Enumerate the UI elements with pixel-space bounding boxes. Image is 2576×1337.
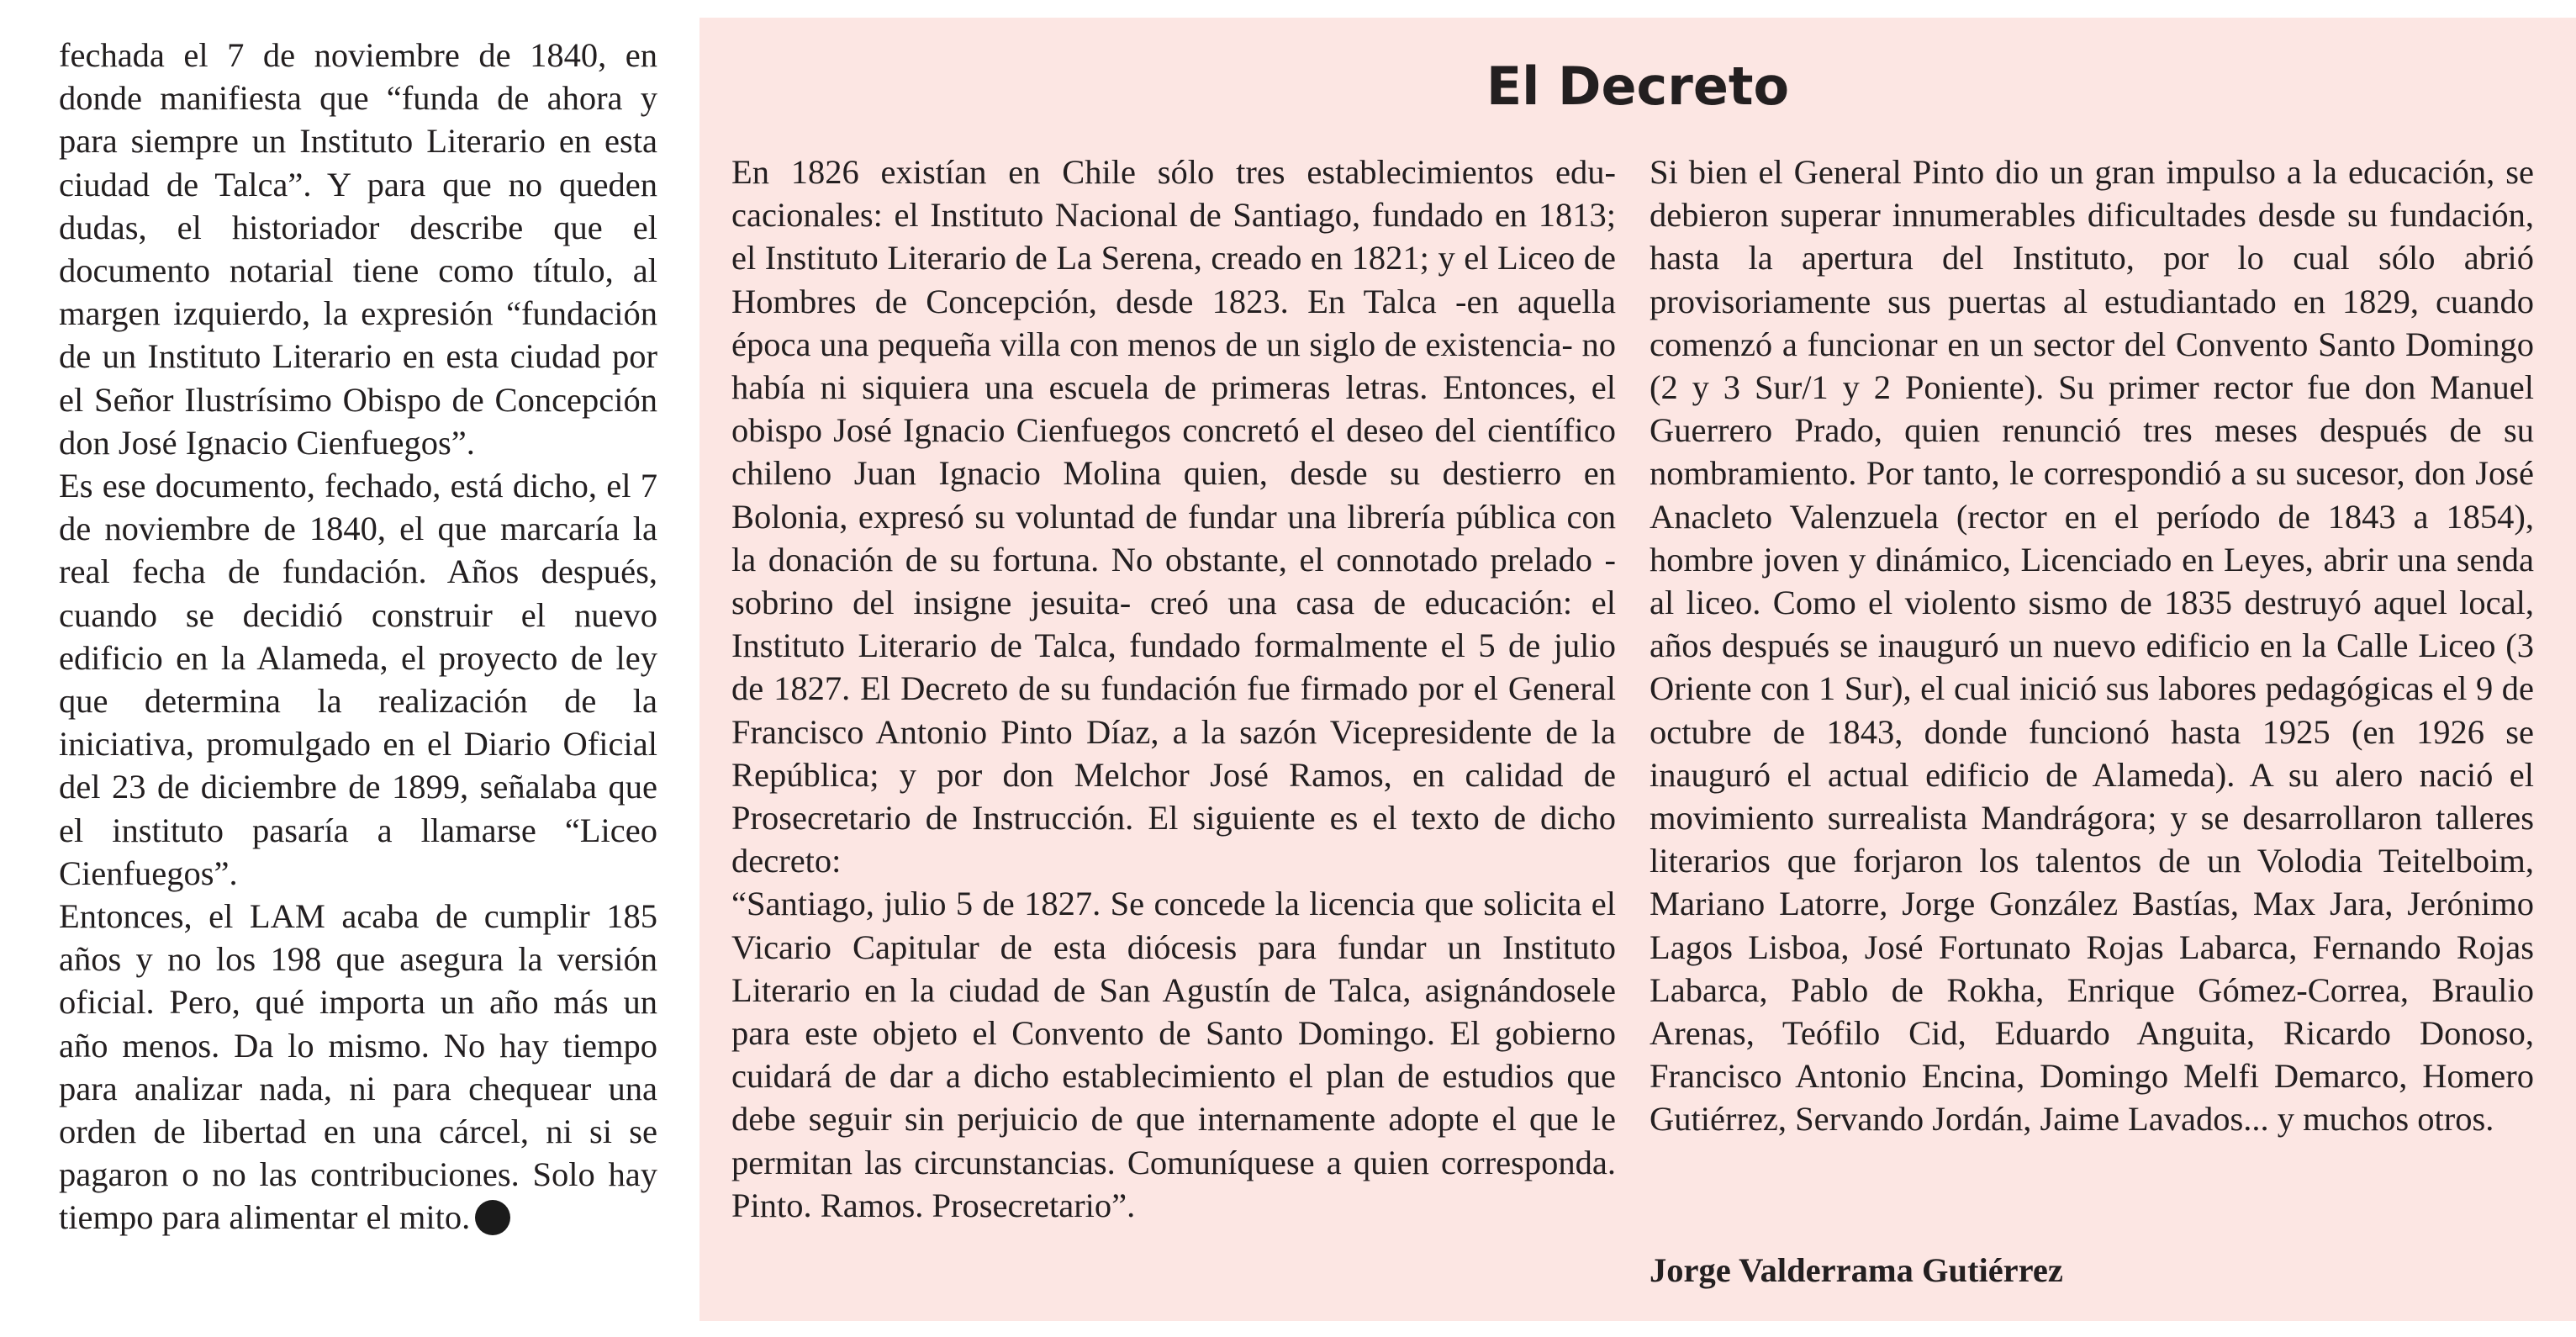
sidebar-box bbox=[699, 18, 2576, 1321]
sidebar-paragraph: En 1826 existían en Chile sólo tres establecimientos educacionales: el Instituto Nacional de Santiago, fundado en 1813; el Instituto Literario de La Serena, creado en 1821; y el Liceo de Hombres de Concepción, desde 1823. En Talca -en aquella época una pequeña villa con menos de un siglo de existencia- no había ni siquiera una escuela de primeras letras. Entonces, el obispo José Ignacio Cienfuegos concretó el deseo del científico chileno Juan Ignacio Molina quien, desde su destierro en Bolonia, expresó su voluntad de fundar una librería pública con la donación de su fortuna. No obstante, el connotado prelado -sobrino del insigne jesuita- creó una casa de educación: el Instituto Literario de Talca, fundado formalmente el 5 de julio de 1827. El Decreto de su fundación fue firmado por el General Francisco Antonio Pinto Díaz, a la sazón Vicepresidente de la República; y por don Melchor José Ramos, en calidad de Prosecretario de Instrucción. El siguiente es el texto de dicho decreto: bbox=[731, 153, 1616, 880]
article-paragraph bbox=[59, 895, 657, 1239]
sidebar-paragraph: Si bien el General Pinto dio un gran impulso a la educación, se debieron superar innumerables dificultades desde su fundación, hasta la apertura del Instituto, por lo cual sólo abrió provisoriamente sus puertas al estudiantado en 1829, cuando comenzó a funcionar en un sector del Convento Santo Domingo (2 y 3 Sur/1 y 2 Poniente). Su primer rector fue don Manuel Guerrero Prado, quien renunció tres meses después de su nombramiento. Por tanto, le correspondió a su sucesor, don José Anacleto Valenzuela (rector en el período de 1843 a 1854), hombre joven y dinámico, Licenciado en Leyes, abrir una senda al liceo. Como el violento sismo de 1835 destruyó aquel local, años después se inauguró un nuevo edificio en la Calle Liceo (3 Oriente con 1 Sur), el cual inició sus labores pedagógicas el 9 de octubre de 1843, donde funcionó hasta 1925 (en 1926 se inauguró el actual edificio de Alameda). A su alero nació el movimiento surrealista Mandrágora; y se desarrollaron talleres literarios que forjaron los talentos de un Volodia Teitelboim, Mariano Latorre, Jorge González Bastías, Max Jara, Jerónimo Lagos Lisboa, José Fortunato Rojas Labarca, Fernando Rojas Labarca, Pablo de Rokha, Enrique Gómez-Correa, Braulio Arenas, Teófilo Cid, Eduardo Anguita, Ricardo Donoso, Francisco Antonio Encina, Domingo Melfi Demarco, Homero Gutiérrez, Servando Jordán, Jaime Lavados... y muchos otros. bbox=[1650, 153, 2534, 1139]
end-of-article-dot-icon bbox=[475, 1200, 510, 1235]
article-left-column bbox=[59, 34, 657, 1239]
sidebar-right-column bbox=[1650, 151, 2534, 1141]
sidebar-middle-column bbox=[731, 151, 1616, 1227]
article-paragraph: fechada el 7 de noviembre de 1840, en donde manifiesta que “funda de ahora y para siempre un Instituto Literario en esta ciudad de Talca”. Y para que no queden dudas, el historiador describe que el documento notarial tiene como título, al margen izquierdo, la expresión “fundación de un Instituto Literario en esta ciudad por el Señor Ilustrísimo Obispo de Concepción don José Ignacio Cienfuegos”. bbox=[59, 36, 657, 462]
article-paragraph: Es ese documento, fechado, está dicho, el 7 de noviembre de 1840, el que marcaría la real fecha de fundación. Años después, cuando se decidió construir el nuevo edificio en la Alameda, el proyecto de ley que determina la realización de la iniciativa, promulgado en el Diario Oficial del 23 de diciembre de 1899, señalaba que el instituto pasaría a llamarse “Liceo Cienfuegos”. bbox=[59, 467, 657, 892]
decree-quote: “Santiago, julio 5 de 1827. Se concede la licencia que solicita el Vicario Capitular de esta diócesis para fundar un Instituto Literario en la ciudad de San Agustín de Talca, asignándosele para este objeto el Convento de Santo Domingo. El gobierno cuidará de dar a dicho establecimiento el plan de estudios que debe seguir sin perjuicio de que internamente adopte el que le permitan las circunstancias. Comuníquese a quien corresponda. Pinto. Ramos. Prosecretario”. bbox=[731, 885, 1616, 1224]
sidebar-title: El Decreto bbox=[1486, 55, 1790, 117]
author-signature: Jorge Valderrama Gutiérrez bbox=[1650, 1251, 2063, 1289]
article-paragraph-text: Entonces, el LAM acaba de cumplir 185 años y no los 198 que asegura la versión oficial. Pero, qué importa un año más un año menos. Da lo mismo. No hay tiempo para analizar nada, ni para chequear una orden de libertad en una cárcel, ni si se pagaron o no las contribuciones. Solo hay tiempo para alimentar el mito. bbox=[59, 897, 657, 1237]
